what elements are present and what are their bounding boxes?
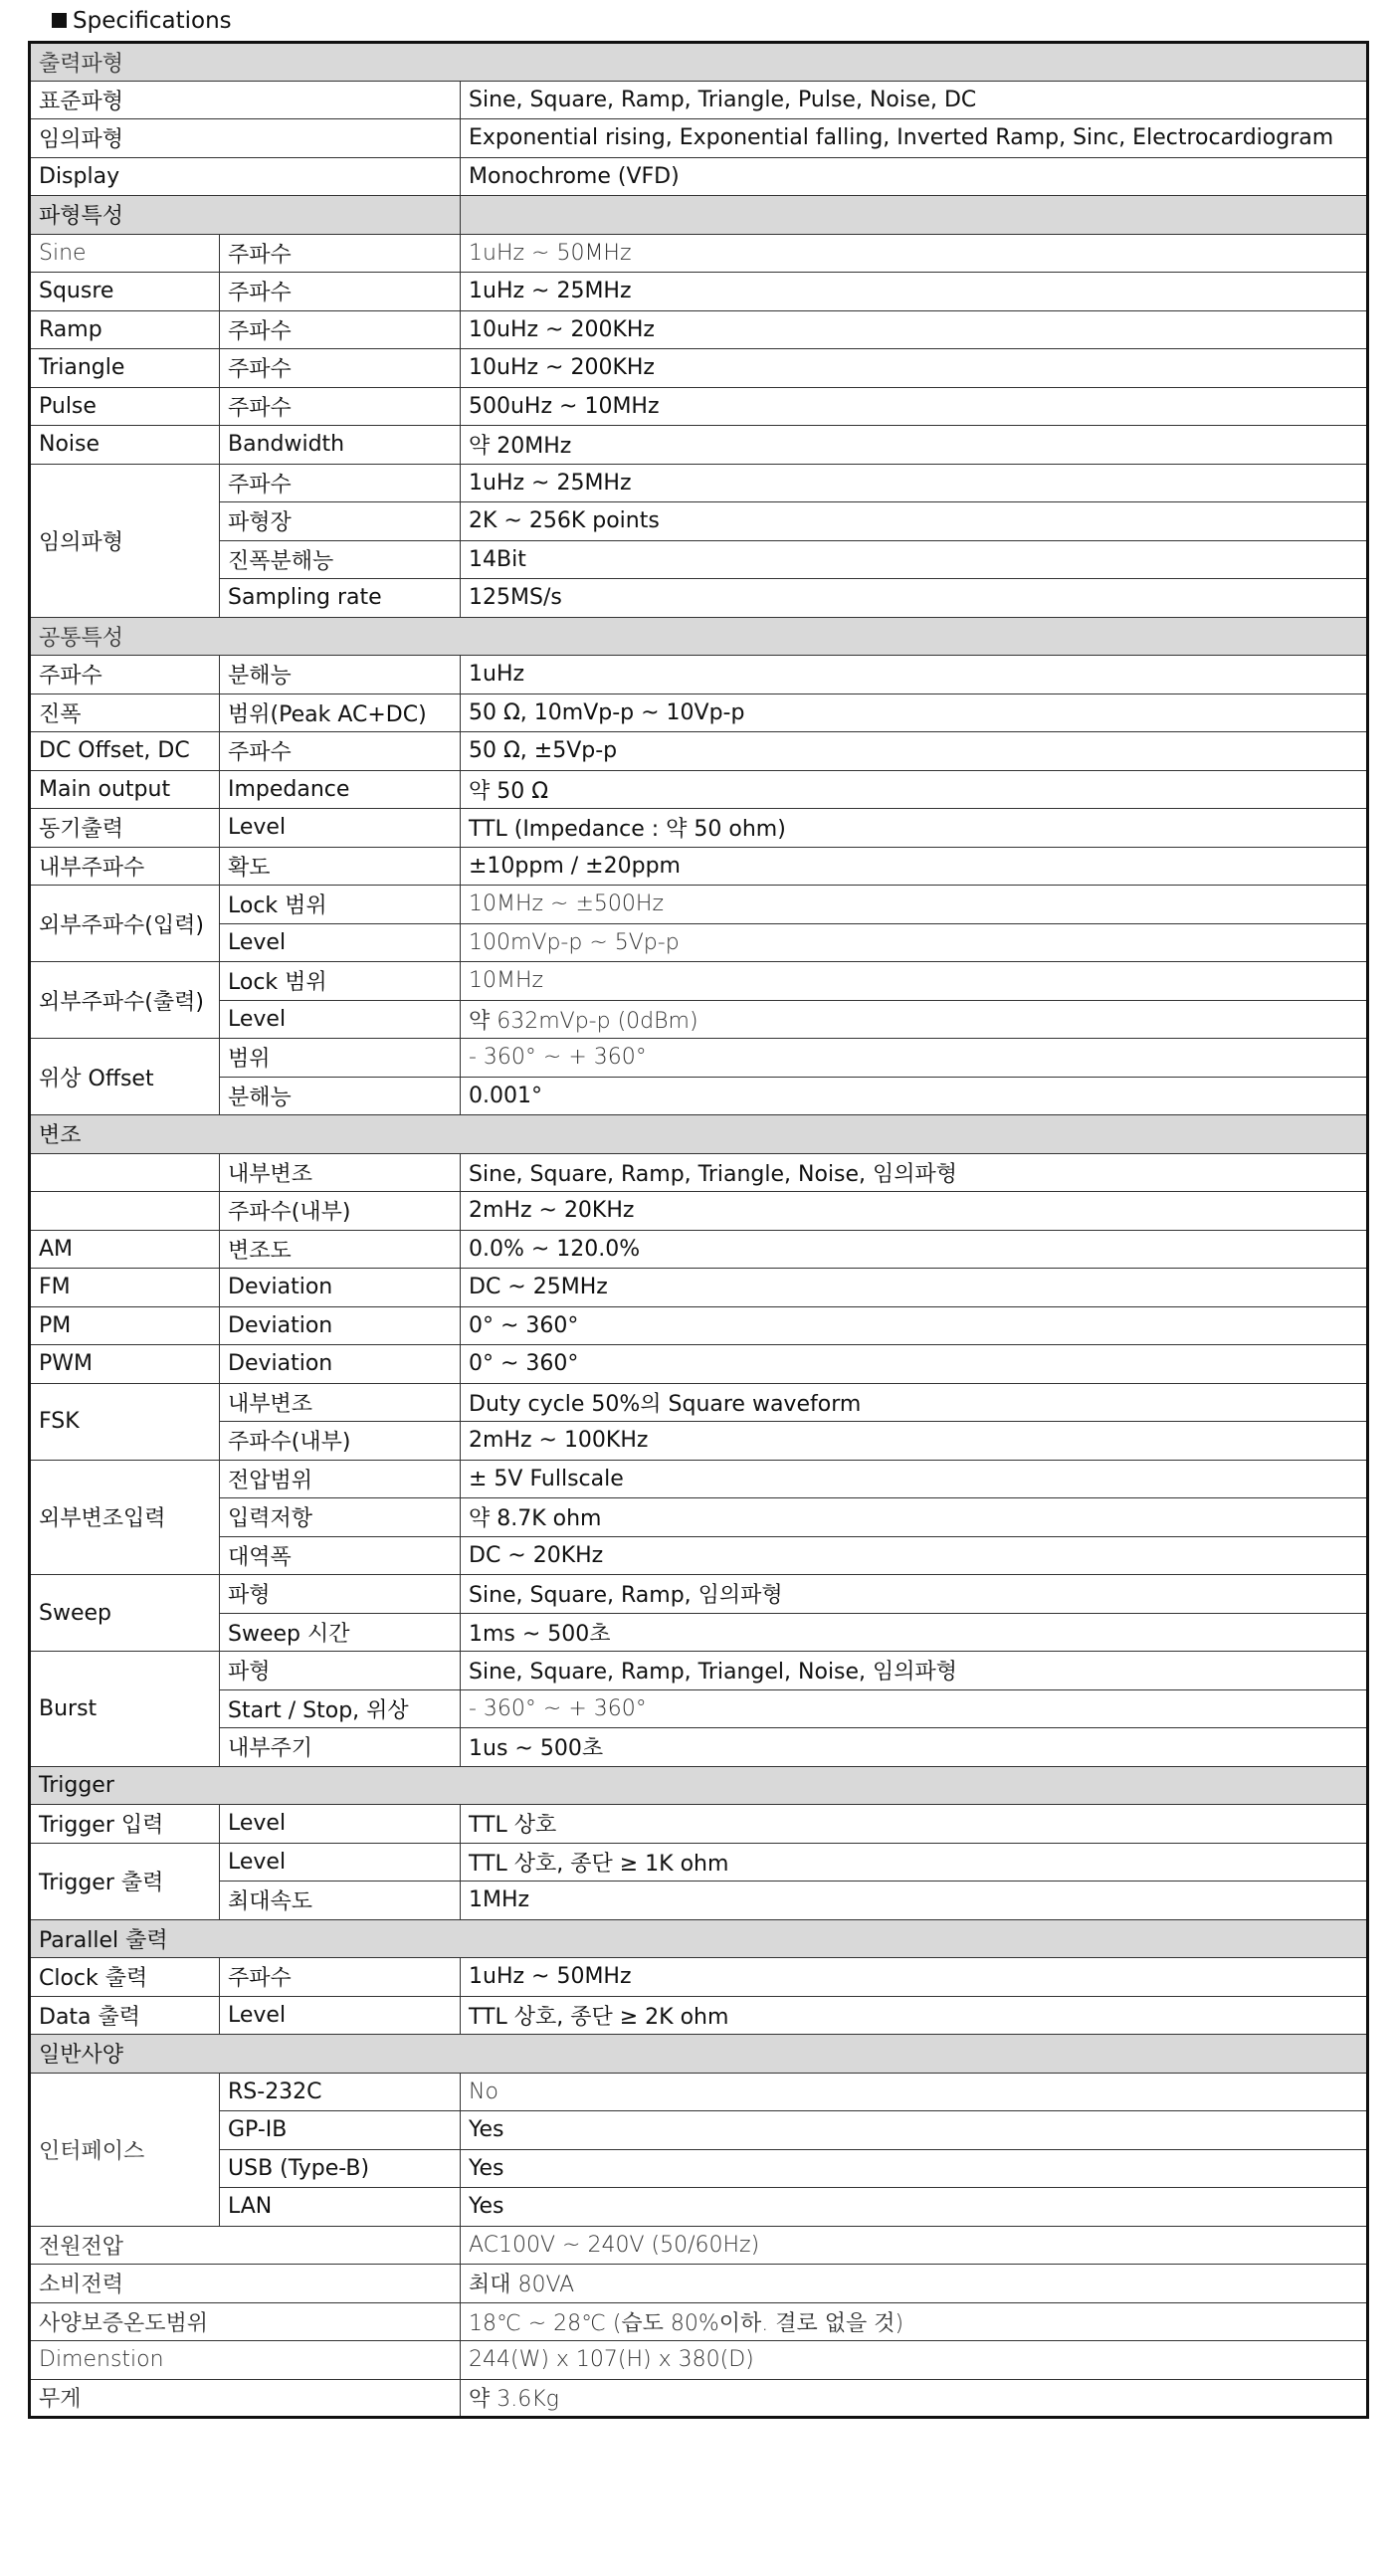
- table-cell: 진폭: [30, 694, 220, 732]
- table-cell: Lock 범위: [220, 962, 461, 1001]
- table-cell: RS-232C: [220, 2073, 461, 2111]
- table-cell: 최대 80VA: [461, 2265, 1368, 2303]
- table-row: [30, 770, 1368, 809]
- table-cell: TTL 상호: [461, 1805, 1368, 1844]
- table-row: [30, 962, 1368, 1001]
- table-cell: 임의파형: [30, 119, 461, 158]
- table-row: [30, 464, 1368, 502]
- section-header-row: [30, 2035, 1368, 2074]
- table-cell: 주파수: [220, 1958, 461, 1997]
- table-cell: Noise: [30, 426, 220, 465]
- table-cell: Level: [220, 1805, 461, 1844]
- table-cell: 주파수(내부): [220, 1422, 461, 1461]
- table-row: [30, 387, 1368, 426]
- table-cell: 100mVp-p ~ 5Vp-p: [461, 923, 1368, 962]
- table-cell: 주파수: [220, 732, 461, 771]
- table-cell: 사양보증온도범위: [30, 2302, 461, 2341]
- table-cell: 분해능: [220, 656, 461, 694]
- table-cell: Deviation: [220, 1306, 461, 1345]
- section-title-cell: 공통특성: [30, 617, 1368, 656]
- table-cell: 외부주파수(입력): [30, 886, 220, 962]
- table-cell: 2mHz ~ 100KHz: [461, 1422, 1368, 1461]
- table-cell: 10uHz ~ 200KHz: [461, 349, 1368, 388]
- table-cell: 내부변조: [220, 1383, 461, 1422]
- table-cell: Bandwidth: [220, 426, 461, 465]
- table-cell: PWM: [30, 1345, 220, 1384]
- table-row: [30, 1039, 1368, 1078]
- table-cell: FSK: [30, 1383, 220, 1460]
- table-cell: Sweep: [30, 1575, 220, 1652]
- table-cell: Level: [220, 809, 461, 848]
- table-cell: 임의파형: [30, 464, 220, 617]
- table-cell: Dimenstion: [30, 2341, 461, 2380]
- table-cell: Deviation: [220, 1345, 461, 1384]
- table-row: [30, 2265, 1368, 2303]
- section-title-cell: 파형특성: [30, 196, 461, 235]
- table-row: [30, 502, 1368, 541]
- table-row: [30, 886, 1368, 924]
- table-row: [30, 1575, 1368, 1614]
- table-cell: 2K ~ 256K points: [461, 502, 1368, 541]
- page-title-text: Specifications: [73, 8, 232, 34]
- table-row: [30, 310, 1368, 349]
- table-row: [30, 2302, 1368, 2341]
- table-cell: 125MS/s: [461, 579, 1368, 618]
- table-row: [30, 1498, 1368, 1537]
- table-row: [30, 1805, 1368, 1844]
- section-title-cell: 변조: [30, 1115, 1368, 1154]
- table-cell: Level: [220, 1000, 461, 1039]
- table-cell: 244(W) x 107(H) x 380(D): [461, 2341, 1368, 2380]
- section-header-row: [30, 196, 1368, 235]
- section-header-row: [30, 617, 1368, 656]
- table-cell: Yes: [461, 2111, 1368, 2150]
- table-cell: 확도: [220, 847, 461, 886]
- table-cell: Sine, Square, Ramp, Triangle, Pulse, Noise, DC: [461, 81, 1368, 119]
- table-cell: 주파수: [30, 656, 220, 694]
- table-cell: 위상 Offset: [30, 1039, 220, 1115]
- table-cell: 분해능: [220, 1077, 461, 1115]
- section-title-cell: [461, 196, 1368, 235]
- table-cell: Level: [220, 1843, 461, 1882]
- table-cell: 약 20MHz: [461, 426, 1368, 465]
- table-cell: DC ~ 25MHz: [461, 1269, 1368, 1307]
- table-row: [30, 1422, 1368, 1461]
- table-row: [30, 1230, 1368, 1269]
- table-row: [30, 923, 1368, 962]
- table-cell: 14Bit: [461, 540, 1368, 579]
- table-cell: 1uHz ~ 50MHz: [461, 1958, 1368, 1997]
- table-cell: 주파수(내부): [220, 1192, 461, 1231]
- section-header-row: [30, 1115, 1368, 1154]
- table-cell: Data 출력: [30, 1996, 220, 2035]
- section-title-cell: Trigger: [30, 1766, 1368, 1805]
- section-title-cell: 출력파형: [30, 43, 1368, 82]
- table-cell: Sampling rate: [220, 579, 461, 618]
- table-cell: AM: [30, 1230, 220, 1269]
- table-cell: [30, 1192, 220, 1231]
- table-row: [30, 1269, 1368, 1307]
- table-row: [30, 694, 1368, 732]
- table-cell: Pulse: [30, 387, 220, 426]
- table-cell: Duty cycle 50%의 Square waveform: [461, 1383, 1368, 1422]
- table-row: [30, 1958, 1368, 1997]
- table-cell: DC Offset, DC: [30, 732, 220, 771]
- table-cell: 약 50 Ω: [461, 770, 1368, 809]
- table-cell: Clock 출력: [30, 1958, 220, 1997]
- table-row: [30, 1306, 1368, 1345]
- table-cell: 1uHz ~ 25MHz: [461, 464, 1368, 502]
- table-cell: Sine: [30, 234, 220, 273]
- table-row: [30, 1153, 1368, 1192]
- table-cell: Burst: [30, 1652, 220, 1767]
- section-header-row: [30, 1919, 1368, 1958]
- table-cell: LAN: [220, 2188, 461, 2227]
- table-cell: TTL 상호, 종단 ≥ 1K ohm: [461, 1843, 1368, 1882]
- table-cell: 0° ~ 360°: [461, 1345, 1368, 1384]
- table-row: [30, 1882, 1368, 1920]
- table-row: [30, 1689, 1368, 1728]
- table-cell: 입력저항: [220, 1498, 461, 1537]
- section-header-row: [30, 1766, 1368, 1805]
- table-cell: 50 Ω, 10mVp-p ~ 10Vp-p: [461, 694, 1368, 732]
- table-row: [30, 157, 1368, 196]
- table-cell: Sine, Square, Ramp, 임의파형: [461, 1575, 1368, 1614]
- table-cell: 전원전압: [30, 2226, 461, 2265]
- table-cell: Yes: [461, 2188, 1368, 2227]
- table-cell: Start / Stop, 위상: [220, 1689, 461, 1728]
- table-row: [30, 81, 1368, 119]
- table-row: [30, 1000, 1368, 1039]
- table-cell: 내부변조: [220, 1153, 461, 1192]
- table-cell: GP-IB: [220, 2111, 461, 2150]
- section-title-cell: Parallel 출력: [30, 1919, 1368, 1958]
- table-cell: Sine, Square, Ramp, Triangel, Noise, 임의파형: [461, 1652, 1368, 1690]
- table-row: [30, 1383, 1368, 1422]
- table-cell: AC100V ~ 240V (50/60Hz): [461, 2226, 1368, 2265]
- table-row: [30, 2379, 1368, 2418]
- table-row: [30, 1345, 1368, 1384]
- table-cell: 주파수: [220, 310, 461, 349]
- table-cell: 10MHz ~ ±500Hz: [461, 886, 1368, 924]
- table-row: [30, 2188, 1368, 2227]
- table-cell: 전압범위: [220, 1460, 461, 1498]
- table-cell: PM: [30, 1306, 220, 1345]
- table-cell: 최대속도: [220, 1882, 461, 1920]
- table-cell: 범위: [220, 1039, 461, 1078]
- table-cell: Sweep 시간: [220, 1613, 461, 1652]
- table-cell: TTL 상호, 종단 ≥ 2K ohm: [461, 1996, 1368, 2035]
- table-cell: Level: [220, 1996, 461, 2035]
- table-row: [30, 540, 1368, 579]
- table-cell: 약 8.7K ohm: [461, 1498, 1368, 1537]
- section-header-row: [30, 43, 1368, 82]
- table-cell: 파형: [220, 1575, 461, 1614]
- table-cell: - 360° ~ + 360°: [461, 1689, 1368, 1728]
- table-cell: 1ms ~ 500초: [461, 1613, 1368, 1652]
- table-cell: Deviation: [220, 1269, 461, 1307]
- table-row: [30, 2111, 1368, 2150]
- table-cell: 범위(Peak AC+DC): [220, 694, 461, 732]
- table-cell: [30, 1153, 220, 1192]
- table-cell: Level: [220, 923, 461, 962]
- table-cell: 동기출력: [30, 809, 220, 848]
- table-row: [30, 234, 1368, 273]
- table-cell: Impedance: [220, 770, 461, 809]
- table-cell: Yes: [461, 2149, 1368, 2188]
- table-cell: Exponential rising, Exponential falling, Inverted Ramp, Sinc, Electrocardiogram: [461, 119, 1368, 158]
- table-cell: 무게: [30, 2379, 461, 2418]
- table-cell: 외부변조입력: [30, 1460, 220, 1575]
- table-row: [30, 1652, 1368, 1690]
- table-cell: Ramp: [30, 310, 220, 349]
- table-row: [30, 1996, 1368, 2035]
- table-cell: 주파수: [220, 234, 461, 273]
- table-cell: 0.0% ~ 120.0%: [461, 1230, 1368, 1269]
- table-cell: DC ~ 20KHz: [461, 1536, 1368, 1575]
- table-cell: 0° ~ 360°: [461, 1306, 1368, 1345]
- table-cell: Squsre: [30, 273, 220, 311]
- table-row: [30, 1728, 1368, 1767]
- table-cell: 표준파형: [30, 81, 461, 119]
- table-cell: 인터페이스: [30, 2073, 220, 2226]
- page-title: [52, 6, 232, 36]
- table-row: [30, 2341, 1368, 2380]
- table-row: [30, 349, 1368, 388]
- table-cell: ±10ppm / ±20ppm: [461, 847, 1368, 886]
- table-cell: 1MHz: [461, 1882, 1368, 1920]
- table-cell: 내부주파수: [30, 847, 220, 886]
- table-cell: 내부주기: [220, 1728, 461, 1767]
- table-row: [30, 426, 1368, 465]
- table-cell: Main output: [30, 770, 220, 809]
- table-cell: 주파수: [220, 273, 461, 311]
- table-cell: 2mHz ~ 20KHz: [461, 1192, 1368, 1231]
- table-row: [30, 1536, 1368, 1575]
- table-cell: 대역폭: [220, 1536, 461, 1575]
- table-cell: Sine, Square, Ramp, Triangle, Noise, 임의파형: [461, 1153, 1368, 1192]
- table-cell: 소비전력: [30, 2265, 461, 2303]
- table-row: [30, 2149, 1368, 2188]
- table-row: [30, 656, 1368, 694]
- table-cell: 약 632mVp-p (0dBm): [461, 1000, 1368, 1039]
- table-cell: 1uHz ~ 50MHz: [461, 234, 1368, 273]
- table-row: [30, 1077, 1368, 1115]
- table-cell: TTL (Impedance : 약 50 ohm): [461, 809, 1368, 848]
- table-cell: Trigger 출력: [30, 1843, 220, 1919]
- square-bullet-icon: [52, 13, 67, 28]
- table-cell: 진폭분해능: [220, 540, 461, 579]
- table-row: [30, 1460, 1368, 1498]
- table-cell: 18℃ ~ 28℃ (습도 80%이하. 결로 없을 것): [461, 2302, 1368, 2341]
- table-cell: 주파수: [220, 464, 461, 502]
- table-cell: 주파수: [220, 349, 461, 388]
- section-title-cell: 일반사양: [30, 2035, 1368, 2074]
- table-row: [30, 119, 1368, 158]
- table-row: [30, 273, 1368, 311]
- table-cell: Trigger 입력: [30, 1805, 220, 1844]
- table-cell: ± 5V Fullscale: [461, 1460, 1368, 1498]
- table-cell: Display: [30, 157, 461, 196]
- specifications-table: [28, 41, 1369, 2419]
- table-cell: 1uHz ~ 25MHz: [461, 273, 1368, 311]
- table-row: [30, 2073, 1368, 2111]
- table-cell: 500uHz ~ 10MHz: [461, 387, 1368, 426]
- table-cell: 1us ~ 500초: [461, 1728, 1368, 1767]
- table-cell: 파형: [220, 1652, 461, 1690]
- table-cell: Lock 범위: [220, 886, 461, 924]
- table-cell: 50 Ω, ±5Vp-p: [461, 732, 1368, 771]
- table-cell: 주파수: [220, 387, 461, 426]
- table-cell: No: [461, 2073, 1368, 2111]
- table-cell: Monochrome (VFD): [461, 157, 1368, 196]
- table-row: [30, 1613, 1368, 1652]
- table-row: [30, 579, 1368, 618]
- table-cell: 10MHz: [461, 962, 1368, 1001]
- specifications-table-body: [30, 43, 1368, 2418]
- table-cell: USB (Type-B): [220, 2149, 461, 2188]
- table-cell: 변조도: [220, 1230, 461, 1269]
- table-cell: FM: [30, 1269, 220, 1307]
- table-row: [30, 732, 1368, 771]
- table-cell: 10uHz ~ 200KHz: [461, 310, 1368, 349]
- table-cell: Triangle: [30, 349, 220, 388]
- table-row: [30, 1192, 1368, 1231]
- table-cell: 외부주파수(출력): [30, 962, 220, 1039]
- table-row: [30, 2226, 1368, 2265]
- table-row: [30, 1843, 1368, 1882]
- table-row: [30, 847, 1368, 886]
- table-cell: 약 3.6Kg: [461, 2379, 1368, 2418]
- table-cell: 파형장: [220, 502, 461, 541]
- table-row: [30, 809, 1368, 848]
- table-cell: 1uHz: [461, 656, 1368, 694]
- table-cell: - 360° ~ + 360°: [461, 1039, 1368, 1078]
- table-cell: 0.001°: [461, 1077, 1368, 1115]
